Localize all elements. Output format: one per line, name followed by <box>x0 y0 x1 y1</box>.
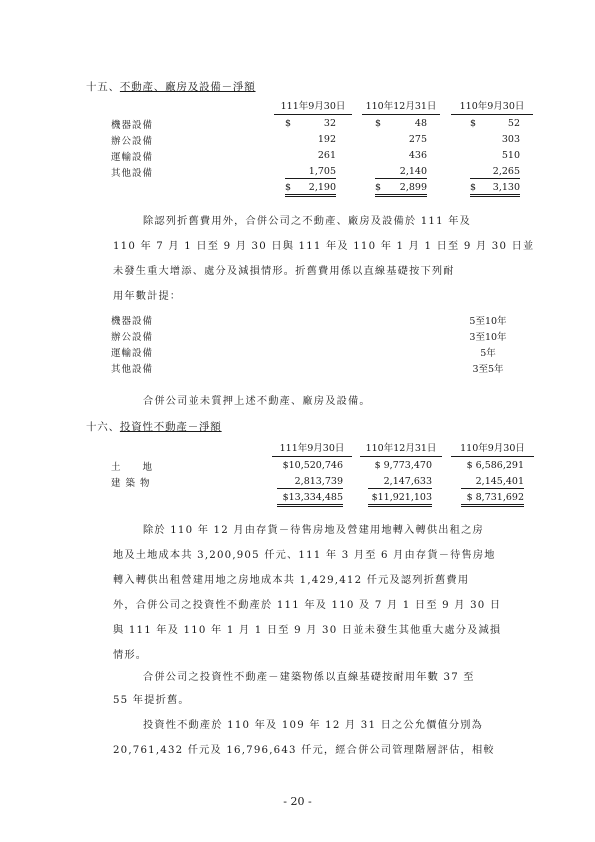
cell-value: 2,265 <box>492 166 520 177</box>
section-15-heading <box>86 79 256 94</box>
cell-value: 275 <box>408 134 427 145</box>
ppe-cell <box>470 117 520 130</box>
ppe-total <box>375 181 427 197</box>
cell-value: 2,140 <box>399 166 427 177</box>
ppe-row-label: 辦公設備 <box>111 136 154 147</box>
ppe-row-label: 機器設備 <box>111 120 154 131</box>
useful-life-label: 其他設備 <box>111 364 154 375</box>
cell-value: 192 <box>317 134 336 145</box>
total-value: $ 8,731,692 <box>466 492 524 503</box>
currency-symbol: $ <box>470 118 477 129</box>
ppe-cell <box>375 117 427 130</box>
cell-value: 2,147,633 <box>383 476 432 487</box>
cell-value: 2,813,739 <box>294 476 343 487</box>
ip-cell <box>368 475 432 489</box>
ppe-col-header: 111年9月30日 <box>274 100 352 115</box>
ppe-cell <box>470 165 520 179</box>
cell-value: $ 6,586,291 <box>466 460 524 471</box>
ip-col-header: 111年9月30日 <box>272 442 352 457</box>
paragraph-line: 110 年 7 月 1 日至 9 月 30 日與 111 年及 110 年 1 月 1 日至 9 月 30 日並 <box>113 241 535 252</box>
total-value: $13,334,485 <box>282 492 343 503</box>
paragraph-line: 未發生重大增添、處分及減損情形。折舊費用係以直線基礎按下列耐 <box>113 266 455 277</box>
total-value: $11,921,103 <box>371 492 432 503</box>
ppe-cell <box>285 165 336 179</box>
cell-value: 261 <box>317 150 336 161</box>
ppe-total <box>470 181 520 197</box>
cell-value: 303 <box>501 134 520 145</box>
ip-cell <box>368 459 432 472</box>
paragraph-line: 投資性不動產於 110 年及 109 年 12 月 31 日之公允價值分別為 <box>143 720 484 731</box>
cell-value: $10,520,746 <box>282 460 343 471</box>
currency-symbol: $ <box>285 182 292 193</box>
ip-cell <box>277 459 343 472</box>
cell-value: 52 <box>507 118 520 129</box>
useful-life-label: 機器設備 <box>111 316 154 327</box>
paragraph-line: 合併公司之投資性不動產－建築物係以直線基礎按耐用年數 37 至 <box>143 672 475 683</box>
no-pledge-note: 合併公司並未質押上述不動產、廠房及設備。 <box>143 396 371 407</box>
useful-life-label: 運輸設備 <box>111 348 154 359</box>
ppe-cell <box>470 149 520 162</box>
paragraph-line: 地及土地成本共 3,200,905 仟元、111 年 3 月至 6 月由存貨－待售房地 <box>113 550 496 561</box>
ppe-row-label: 運輸設備 <box>111 152 154 163</box>
ip-total <box>277 491 343 507</box>
ppe-cell <box>285 117 336 130</box>
ip-cell <box>461 475 524 489</box>
ppe-cell <box>285 133 336 146</box>
ip-total <box>461 491 524 507</box>
useful-life-value: 5至10年 <box>469 316 507 327</box>
paragraph-line: 用年數計提： <box>113 291 182 302</box>
cell-value: 1,705 <box>308 166 336 177</box>
useful-life-value: 5年 <box>480 348 496 359</box>
cell-value: 32 <box>323 118 336 129</box>
ip-cell <box>277 475 343 489</box>
total-value: 3,130 <box>492 182 520 193</box>
ip-total <box>368 491 432 507</box>
total-value: 2,190 <box>308 182 336 193</box>
paragraph-line: 外，合併公司之投資性不動產於 111 年及 110 及 7 月 1 日至 9 月 30 日 <box>113 600 502 611</box>
ppe-cell <box>375 149 427 162</box>
currency-symbol: $ <box>470 182 477 193</box>
ppe-col-header: 110年9月30日 <box>451 100 533 115</box>
section-15-number: 十五、 <box>86 81 120 93</box>
paragraph-line: 情形。 <box>113 650 148 661</box>
currency-symbol: $ <box>375 118 382 129</box>
section-16-number: 十六、 <box>86 421 120 433</box>
ppe-cell <box>285 149 336 162</box>
cell-value: 48 <box>414 118 427 129</box>
paragraph-line: 轉入轉供出租營建用地之房地成本共 1,429,412 仟元及認列折舊費用 <box>113 575 470 586</box>
ppe-cell <box>470 133 520 146</box>
ip-cell <box>461 459 524 472</box>
cell-value: 510 <box>501 150 520 161</box>
currency-symbol: $ <box>285 118 292 129</box>
paragraph-line: 除認列折舊費用外，合併公司之不動產、廠房及設備於 111 年及 <box>143 216 471 227</box>
ip-row-label: 土 地 <box>111 462 154 473</box>
total-value: 2,899 <box>399 182 427 193</box>
section-16-title: 投資性不動產－淨額 <box>119 421 222 433</box>
section-16-heading <box>86 419 222 434</box>
paragraph-line: 20,761,432 仟元及 16,796,643 仟元，經合併公司管理階層評估，相較 <box>113 745 495 756</box>
section-15-title: 不動產、廠房及設備－淨額 <box>119 81 256 93</box>
currency-symbol: $ <box>375 182 382 193</box>
useful-life-value: 3至5年 <box>472 364 504 375</box>
ppe-col-header: 110年12月31日 <box>362 100 440 115</box>
cell-value: 2,145,401 <box>475 476 524 487</box>
page-number: - 20 - <box>283 795 312 808</box>
ip-col-header: 110年9月30日 <box>451 442 534 457</box>
ip-row-label: 建 築 物 <box>111 478 151 489</box>
useful-life-value: 3至10年 <box>469 332 507 343</box>
ppe-total <box>285 181 336 197</box>
ppe-cell <box>375 133 427 146</box>
ip-col-header: 110年12月31日 <box>360 442 442 457</box>
paragraph-line: 55 年提折舊。 <box>113 695 190 706</box>
paragraph-line: 除於 110 年 12 月由存貨－待售房地及營建用地轉入轉供出租之房 <box>143 525 484 536</box>
paragraph-line: 與 111 年及 110 年 1 月 1 日至 9 月 30 日並未發生其他重大處分及減損 <box>113 625 502 636</box>
cell-value: $ 9,773,470 <box>374 460 432 471</box>
ppe-row-label: 其他設備 <box>111 168 154 179</box>
cell-value: 436 <box>408 150 427 161</box>
ppe-cell <box>375 165 427 179</box>
useful-life-label: 辦公設備 <box>111 332 154 343</box>
